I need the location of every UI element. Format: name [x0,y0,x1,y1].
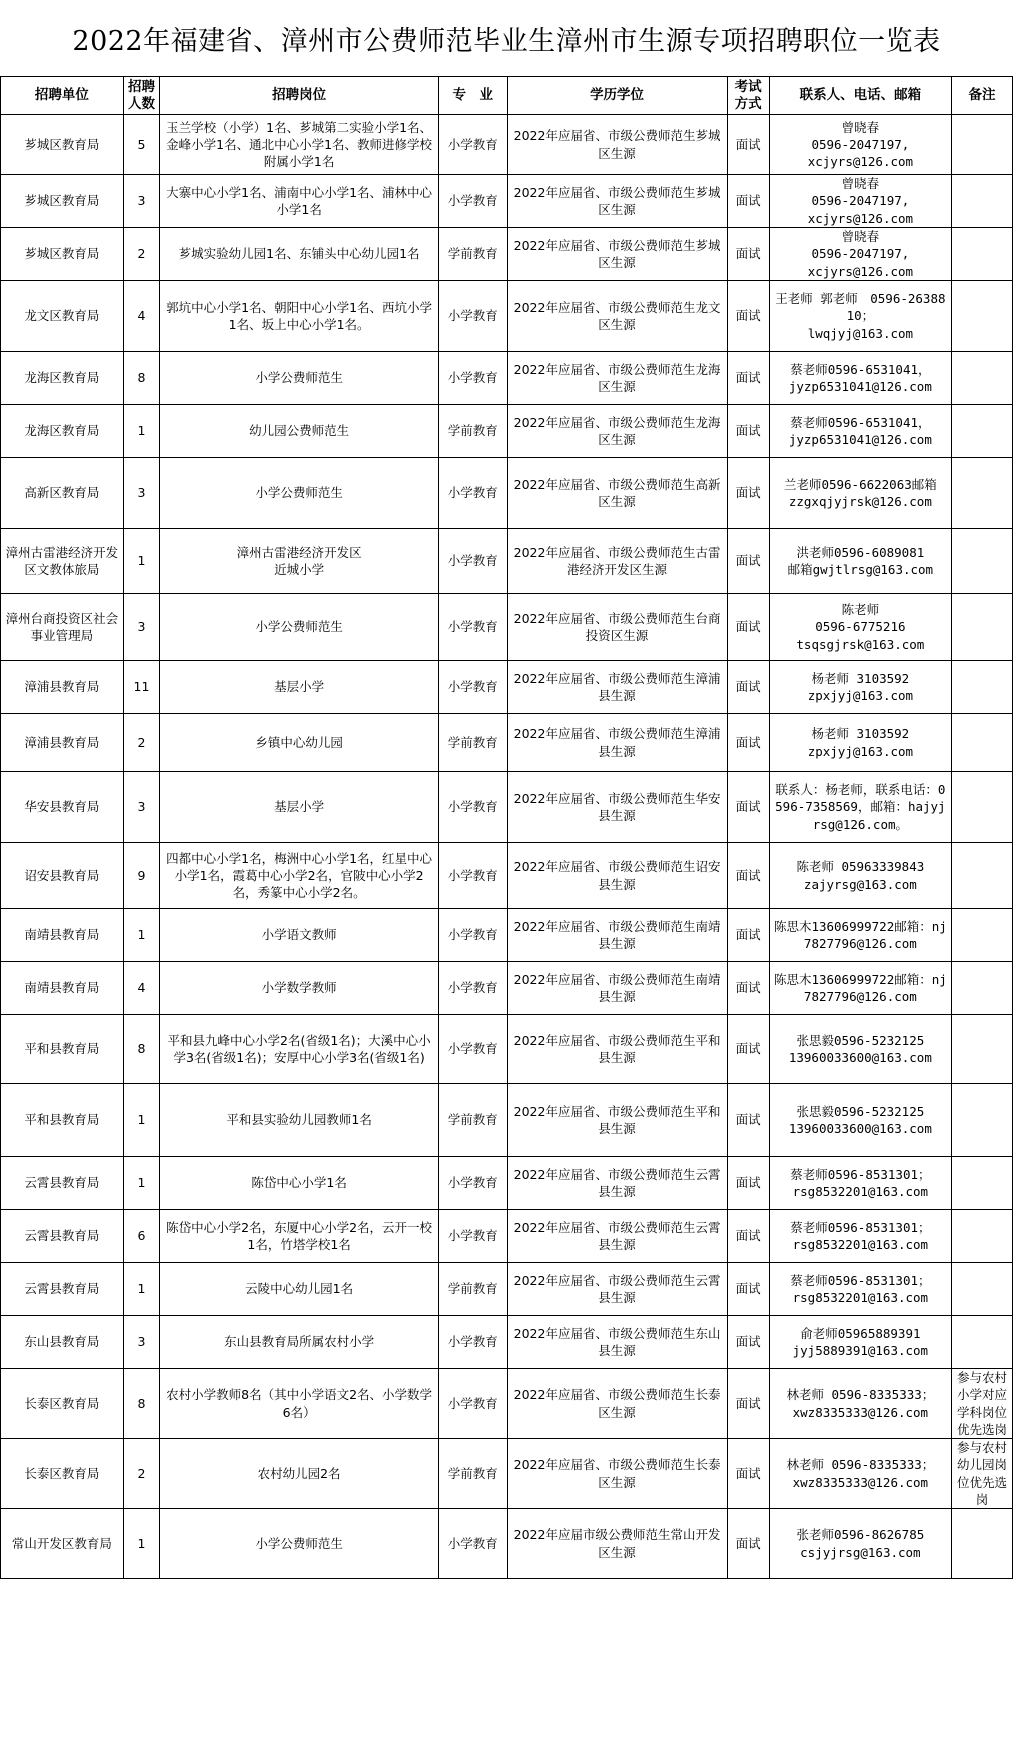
contact-cell: 张思毅0596-5232125 13960033600@163.com [769,1015,951,1084]
note-cell [952,1084,1013,1157]
unit-cell: 东山县教育局 [1,1316,124,1369]
contact-cell: 蔡老师0596-8531301； rsg8532201@163.com [769,1263,951,1316]
exam-cell: 面试 [727,1439,769,1509]
exam-cell: 面试 [727,661,769,714]
unit-cell: 长泰区教育局 [1,1439,124,1509]
count-cell: 3 [123,772,159,843]
position-cell: 小学公费师范生 [160,594,439,661]
count-cell: 1 [123,529,159,594]
table-row [1,529,1013,594]
table-row [1,714,1013,772]
unit-cell: 南靖县教育局 [1,962,124,1015]
exam-cell: 面试 [727,458,769,529]
position-cell: 小学语文教师 [160,909,439,962]
count-cell: 6 [123,1210,159,1263]
table-row [1,281,1013,352]
contact-cell: 曾晓春 0596-2047197, xcjyrs@126.com [769,175,951,228]
table-row [1,1210,1013,1263]
major-cell: 小学教育 [438,661,507,714]
position-cell: 农村幼儿园2名 [160,1439,439,1509]
exam-cell: 面试 [727,352,769,405]
major-cell: 小学教育 [438,1210,507,1263]
contact-cell: 陈思木13606999722邮箱：nj7827796@126.com [769,909,951,962]
position-cell: 乡镇中心幼儿园 [160,714,439,772]
exam-cell: 面试 [727,843,769,909]
unit-cell: 南靖县教育局 [1,909,124,962]
count-cell: 1 [123,1263,159,1316]
unit-cell: 龙海区教育局 [1,352,124,405]
unit-cell: 常山开发区教育局 [1,1509,124,1579]
education-cell: 2022年应届省、市级公费师范生云霄县生源 [507,1210,727,1263]
position-cell: 基层小学 [160,661,439,714]
education-cell: 2022年应届省、市级公费师范生台商投资区生源 [507,594,727,661]
table-row [1,175,1013,228]
position-cell: 小学公费师范生 [160,1509,439,1579]
unit-cell: 芗城区教育局 [1,175,124,228]
major-cell: 学前教育 [438,228,507,281]
major-cell: 小学教育 [438,1157,507,1210]
exam-cell: 面试 [727,405,769,458]
contact-cell: 王老师 郭老师 0596-2638810； lwqjyj@163.com [769,281,951,352]
education-cell: 2022年应届省、市级公费师范生龙海区生源 [507,352,727,405]
education-cell: 2022年应届省、市级公费师范生长泰区生源 [507,1369,727,1439]
contact-cell: 俞老师05965889391 jyj5889391@163.com [769,1316,951,1369]
education-cell: 2022年应届省、市级公费师范生华安县生源 [507,772,727,843]
unit-cell: 漳州古雷港经济开发区文教体旅局 [1,529,124,594]
note-cell [952,175,1013,228]
major-cell: 小学教育 [438,529,507,594]
count-cell: 1 [123,909,159,962]
contact-cell: 兰老师0596-6622063邮箱 zzgxqjyjrsk@126.com [769,458,951,529]
header-note: 备注 [952,77,1013,115]
table-row [1,962,1013,1015]
education-cell: 2022年应届省、市级公费师范生芗城区生源 [507,175,727,228]
education-cell: 2022年应届省、市级公费师范生龙文区生源 [507,281,727,352]
contact-cell: 张思毅0596-5232125 13960033600@163.com [769,1084,951,1157]
contact-cell: 林老师 0596-8335333； xwz8335333@126.com [769,1439,951,1509]
table-row [1,1439,1013,1509]
position-cell: 平和县九峰中心小学2名(省级1名)；大溪中心小学3名(省级1名)；安厚中心小学3名(省级1名) [160,1015,439,1084]
exam-cell: 面试 [727,1509,769,1579]
position-cell: 陈岱中心小学1名 [160,1157,439,1210]
note-cell [952,772,1013,843]
education-cell: 2022年应届省、市级公费师范生高新区生源 [507,458,727,529]
unit-cell: 高新区教育局 [1,458,124,529]
note-cell [952,1157,1013,1210]
major-cell: 小学教育 [438,843,507,909]
unit-cell: 诏安县教育局 [1,843,124,909]
exam-cell: 面试 [727,962,769,1015]
exam-cell: 面试 [727,115,769,175]
contact-cell: 蔡老师0596-8531301； rsg8532201@163.com [769,1157,951,1210]
position-cell: 漳州古雷港经济开发区 近城小学 [160,529,439,594]
count-cell: 5 [123,115,159,175]
note-cell [952,352,1013,405]
table-row [1,1369,1013,1439]
table-row [1,594,1013,661]
note-cell [952,594,1013,661]
contact-cell: 曾晓春 0596-2047197, xcjyrs@126.com [769,115,951,175]
major-cell: 小学教育 [438,772,507,843]
table-row [1,909,1013,962]
table-row [1,772,1013,843]
table-header-row [1,77,1013,115]
major-cell: 小学教育 [438,909,507,962]
major-cell: 学前教育 [438,1439,507,1509]
exam-cell: 面试 [727,772,769,843]
note-cell [952,115,1013,175]
count-cell: 9 [123,843,159,909]
count-cell: 8 [123,352,159,405]
table-row [1,1015,1013,1084]
note-cell [952,661,1013,714]
contact-cell: 杨老师 3103592 zpxjyj@163.com [769,714,951,772]
note-cell [952,714,1013,772]
education-cell: 2022年应届省、市级公费师范生东山县生源 [507,1316,727,1369]
table-row [1,1084,1013,1157]
count-cell: 3 [123,594,159,661]
education-cell: 2022年应届省、市级公费师范生芗城区生源 [507,228,727,281]
count-cell: 1 [123,1084,159,1157]
note-cell [952,281,1013,352]
count-cell: 3 [123,458,159,529]
count-cell: 1 [123,405,159,458]
position-cell: 陈岱中心小学2名，东厦中心小学2名，云开一校1名，竹塔学校1名 [160,1210,439,1263]
education-cell: 2022年应届省、市级公费师范生漳浦县生源 [507,661,727,714]
table-row [1,661,1013,714]
unit-cell: 芗城区教育局 [1,228,124,281]
table-row [1,843,1013,909]
table-row [1,115,1013,175]
position-cell: 大寨中心小学1名、浦南中心小学1名、浦林中心小学1名 [160,175,439,228]
major-cell: 学前教育 [438,405,507,458]
table-row [1,1263,1013,1316]
exam-cell: 面试 [727,594,769,661]
exam-cell: 面试 [727,909,769,962]
education-cell: 2022年应届省、市级公费师范生云霄县生源 [507,1157,727,1210]
exam-cell: 面试 [727,1015,769,1084]
header-exam: 考试方式 [727,77,769,115]
exam-cell: 面试 [727,1084,769,1157]
contact-cell: 曾晓春 0596-2047197, xcjyrs@126.com [769,228,951,281]
education-cell: 2022年应届省、市级公费师范生南靖县生源 [507,962,727,1015]
education-cell: 2022年应届省、市级公费师范生长泰区生源 [507,1439,727,1509]
education-cell: 2022年应届省、市级公费师范生平和县生源 [507,1084,727,1157]
note-cell [952,1316,1013,1369]
education-cell: 2022年应届省、市级公费师范生芗城区生源 [507,115,727,175]
exam-cell: 面试 [727,1263,769,1316]
major-cell: 小学教育 [438,594,507,661]
position-cell: 玉兰学校（小学）1名、芗城第二实验小学1名、金峰小学1名、通北中心小学1名、教师进修学校附属小学1名 [160,115,439,175]
unit-cell: 平和县教育局 [1,1015,124,1084]
major-cell: 小学教育 [438,458,507,529]
exam-cell: 面试 [727,281,769,352]
unit-cell: 漳浦县教育局 [1,661,124,714]
position-cell: 农村小学教师8名（其中小学语文2名、小学数学6名） [160,1369,439,1439]
note-cell: 参与农村小学对应学科岗位优先选岗 [952,1369,1013,1439]
count-cell: 3 [123,175,159,228]
note-cell [952,1015,1013,1084]
major-cell: 小学教育 [438,352,507,405]
contact-cell: 蔡老师0596-8531301； rsg8532201@163.com [769,1210,951,1263]
note-cell [952,458,1013,529]
major-cell: 学前教育 [438,1263,507,1316]
note-cell [952,843,1013,909]
education-cell: 2022年应届省、市级公费师范生云霄县生源 [507,1263,727,1316]
position-cell: 平和县实验幼儿园教师1名 [160,1084,439,1157]
count-cell: 2 [123,1439,159,1509]
position-cell: 幼儿园公费师范生 [160,405,439,458]
major-cell: 小学教育 [438,1015,507,1084]
table-row [1,228,1013,281]
table-row [1,1509,1013,1579]
table-row [1,1157,1013,1210]
unit-cell: 云霄县教育局 [1,1157,124,1210]
major-cell: 小学教育 [438,1369,507,1439]
count-cell: 8 [123,1015,159,1084]
unit-cell: 漳州台商投资区社会事业管理局 [1,594,124,661]
contact-cell: 联系人：杨老师，联系电话：0596-7358569，邮箱：hajyjrsg@126.com。 [769,772,951,843]
note-cell: 参与农村幼儿园岗位优先选岗 [952,1439,1013,1509]
table-row [1,1316,1013,1369]
education-cell: 2022年应届省、市级公费师范生诏安县生源 [507,843,727,909]
unit-cell: 龙海区教育局 [1,405,124,458]
unit-cell: 云霄县教育局 [1,1210,124,1263]
position-cell: 四都中心小学1名，梅洲中心小学1名，红星中心小学1名，霞葛中心小学2名，官陂中心小学2名，秀篆中心小学2名。 [160,843,439,909]
exam-cell: 面试 [727,529,769,594]
count-cell: 11 [123,661,159,714]
education-cell: 2022年应届省、市级公费师范生南靖县生源 [507,909,727,962]
position-cell: 小学公费师范生 [160,352,439,405]
position-cell: 云陵中心幼儿园1名 [160,1263,439,1316]
exam-cell: 面试 [727,1157,769,1210]
contact-cell: 蔡老师0596-6531041， jyzp6531041@126.com [769,352,951,405]
count-cell: 1 [123,1157,159,1210]
table-row [1,352,1013,405]
header-unit: 招聘单位 [1,77,124,115]
contact-cell: 杨老师 3103592 zpxjyj@163.com [769,661,951,714]
major-cell: 小学教育 [438,175,507,228]
education-cell: 2022年应届省、市级公费师范生漳浦县生源 [507,714,727,772]
contact-cell: 张老师0596-8626785 csjyjrsg@163.com [769,1509,951,1579]
header-major: 专 业 [438,77,507,115]
header-education: 学历学位 [507,77,727,115]
count-cell: 4 [123,962,159,1015]
unit-cell: 芗城区教育局 [1,115,124,175]
major-cell: 小学教育 [438,1509,507,1579]
position-cell: 小学公费师范生 [160,458,439,529]
exam-cell: 面试 [727,1316,769,1369]
note-cell [952,962,1013,1015]
table-row [1,405,1013,458]
major-cell: 学前教育 [438,1084,507,1157]
table-body [1,115,1013,1579]
header-position: 招聘岗位 [160,77,439,115]
exam-cell: 面试 [727,175,769,228]
education-cell: 2022年应届省、市级公费师范生龙海区生源 [507,405,727,458]
count-cell: 2 [123,228,159,281]
major-cell: 小学教育 [438,281,507,352]
position-cell: 芗城实验幼儿园1名、东铺头中心幼儿园1名 [160,228,439,281]
note-cell [952,909,1013,962]
note-cell [952,529,1013,594]
note-cell [952,405,1013,458]
exam-cell: 面试 [727,714,769,772]
position-cell: 小学数学教师 [160,962,439,1015]
header-contact: 联系人、电话、邮箱 [769,77,951,115]
unit-cell: 华安县教育局 [1,772,124,843]
major-cell: 小学教育 [438,962,507,1015]
unit-cell: 长泰区教育局 [1,1369,124,1439]
contact-cell: 陈老师 0596-6775216 tsqsgjrsk@163.com [769,594,951,661]
unit-cell: 平和县教育局 [1,1084,124,1157]
major-cell: 小学教育 [438,115,507,175]
major-cell: 学前教育 [438,714,507,772]
header-count: 招聘人数 [123,77,159,115]
count-cell: 8 [123,1369,159,1439]
recruitment-table [0,76,1013,1579]
count-cell: 3 [123,1316,159,1369]
contact-cell: 陈老师 05963339843 zajyrsg@163.com [769,843,951,909]
position-cell: 基层小学 [160,772,439,843]
contact-cell: 洪老师0596-6089081 邮箱gwjtlrsg@163.com [769,529,951,594]
education-cell: 2022年应届市级公费师范生常山开发区生源 [507,1509,727,1579]
exam-cell: 面试 [727,228,769,281]
unit-cell: 漳浦县教育局 [1,714,124,772]
unit-cell: 龙文区教育局 [1,281,124,352]
education-cell: 2022年应届省、市级公费师范生平和县生源 [507,1015,727,1084]
count-cell: 2 [123,714,159,772]
unit-cell: 云霄县教育局 [1,1263,124,1316]
major-cell: 小学教育 [438,1316,507,1369]
note-cell [952,1263,1013,1316]
exam-cell: 面试 [727,1210,769,1263]
contact-cell: 蔡老师0596-6531041， jyzp6531041@126.com [769,405,951,458]
document-title: 2022年福建省、漳州市公费师范毕业生漳州市生源专项招聘职位一览表 [72,25,941,57]
count-cell: 4 [123,281,159,352]
position-cell: 东山县教育局所属农村小学 [160,1316,439,1369]
note-cell [952,228,1013,281]
table-row [1,458,1013,529]
note-cell [952,1509,1013,1579]
note-cell [952,1210,1013,1263]
exam-cell: 面试 [727,1369,769,1439]
position-cell: 郭坑中心小学1名、朝阳中心小学1名、西坑小学1名、坂上中心小学1名。 [160,281,439,352]
contact-cell: 林老师 0596-8335333； xwz8335333@126.com [769,1369,951,1439]
contact-cell: 陈思木13606999722邮箱：nj7827796@126.com [769,962,951,1015]
count-cell: 1 [123,1509,159,1579]
education-cell: 2022年应届省、市级公费师范生古雷港经济开发区生源 [507,529,727,594]
